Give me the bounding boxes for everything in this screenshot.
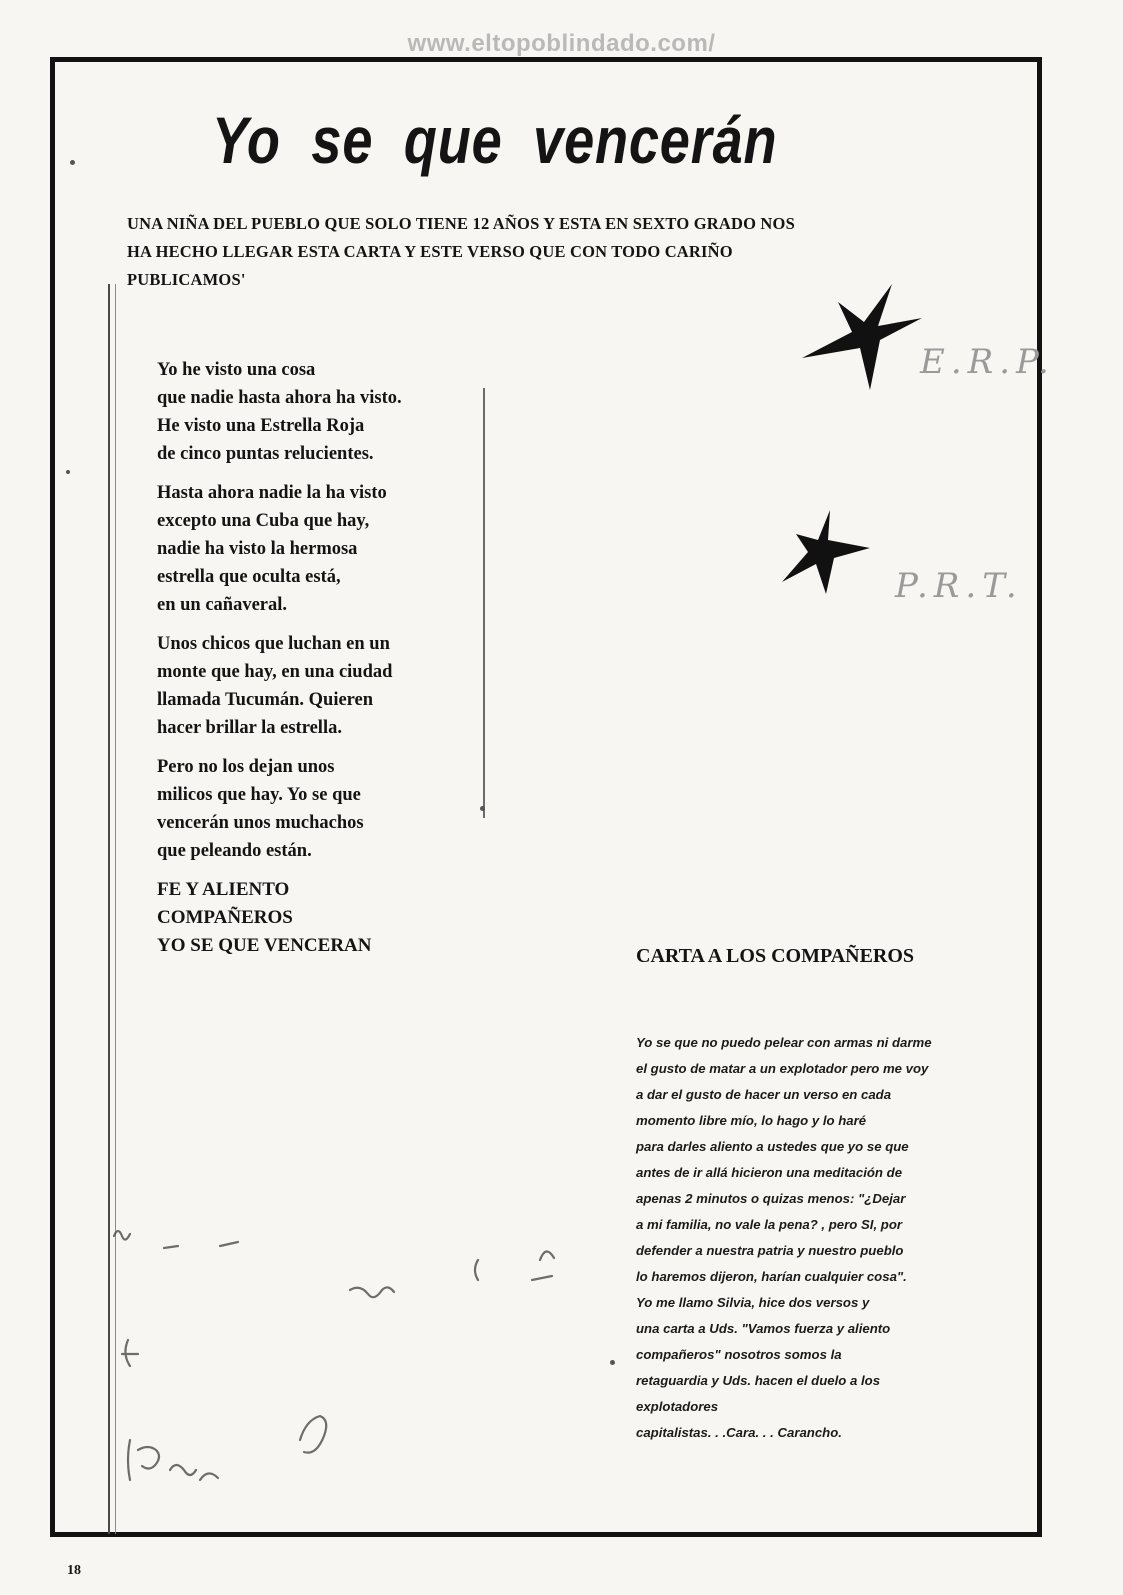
letter-line: momento libre mío, lo hago y lo haré [636,1113,867,1128]
poem-line: FE Y ALIENTO [157,879,290,900]
article-title: Yo se que vencerán [212,103,778,177]
poem-stanza-3 [157,630,487,742]
speck [480,806,485,811]
letter-line: explotadores [636,1399,719,1414]
letter-line: lo haremos dijeron, harían cualquier cosa". [636,1269,907,1284]
star-icon [800,282,925,394]
poem-stanza-4 [157,753,487,865]
poem-line: en un cañaveral. [157,595,288,615]
poem-stanza-2 [157,479,487,619]
star-note-erp: E.R.P. [920,342,1055,382]
handwritten-scribble [100,1140,620,1520]
poem-line: He visto una Estrella Roja [157,416,365,436]
intro-line: PUBLICAMOS' [127,270,246,289]
poem-stanza-1 [157,356,487,468]
letter-line: antes de ir allá hicieron una meditación de [636,1165,903,1180]
letter-line: apenas 2 minutos o quizas menos: "¿Dejar [636,1191,906,1206]
poem-line: YO SE QUE VENCERAN [157,935,372,956]
poem-line: excepto una Cuba que hay, [157,511,370,531]
poem-line: llamada Tucumán. Quieren [157,690,374,710]
letter-line: a dar el gusto de hacer un verso en cada [636,1087,892,1102]
letter-line: a mi familia, no vale la pena? , pero SI, por [636,1217,903,1232]
poem-line: que nadie hasta ahora ha visto. [157,388,402,408]
poem-line: nadie ha visto la hermosa [157,539,358,559]
speck [610,1360,615,1365]
letter-body [636,1030,1036,1446]
poem-line: COMPAÑEROS [157,907,293,928]
poem-line: hacer brillar la estrella. [157,718,342,738]
letter-line: retaguardia y Uds. hacen el duelo a los [636,1373,881,1388]
poem-line: Yo he visto una cosa [157,360,316,380]
poem-line: monte que hay, en una ciudad [157,662,393,682]
star-note-prt: P.R.T. [895,566,1023,606]
letter-line: una carta a Uds. "Vamos fuerza y aliento [636,1321,891,1336]
letter-line: compañeros" nosotros somos la [636,1347,842,1362]
watermark-url: www.eltopoblindado.com/ [407,30,716,57]
speck [66,470,70,474]
letter-line: para darles aliento a ustedes que yo se que [636,1139,909,1154]
intro-line: UNA NIÑA DEL PUEBLO QUE SOLO TIENE 12 AÑOS Y ESTA EN SEXTO GRADO NOS [127,214,795,233]
letter-heading: CARTA A LOS COMPAÑEROS [636,945,915,967]
poem-line: vencerán unos muchachos [157,813,364,833]
speck [70,160,75,165]
poem-line: que peleando están. [157,841,312,861]
poem-line: estrella que oculta está, [157,567,341,587]
letter-line: defender a nuestra patria y nuestro pueblo [636,1243,904,1258]
letter-line: Yo se que no puedo pelear con armas ni darme [636,1035,932,1050]
letter-line: capitalistas. . .Cara. . . Carancho. [636,1425,842,1440]
poem-line: de cinco puntas relucientes. [157,444,374,464]
star-icon [778,508,873,596]
poem-line: Pero no los dejan unos [157,757,335,777]
letter-line: el gusto de matar a un explotador pero me voy [636,1061,929,1076]
page-number: 18 [67,1563,81,1578]
poem-line: milicos que hay. Yo se que [157,785,361,805]
poem-closing [157,876,487,960]
intro-line: HA HECHO LLEGAR ESTA CARTA Y ESTE VERSO QUE CON TODO CARIÑO [127,242,733,261]
poem-line: Unos chicos que luchan en un [157,634,390,654]
poem-block [157,356,487,971]
letter-line: Yo me llamo Silvia, hice dos versos y [636,1295,870,1310]
poem-line: Hasta ahora nadie la ha visto [157,483,387,503]
